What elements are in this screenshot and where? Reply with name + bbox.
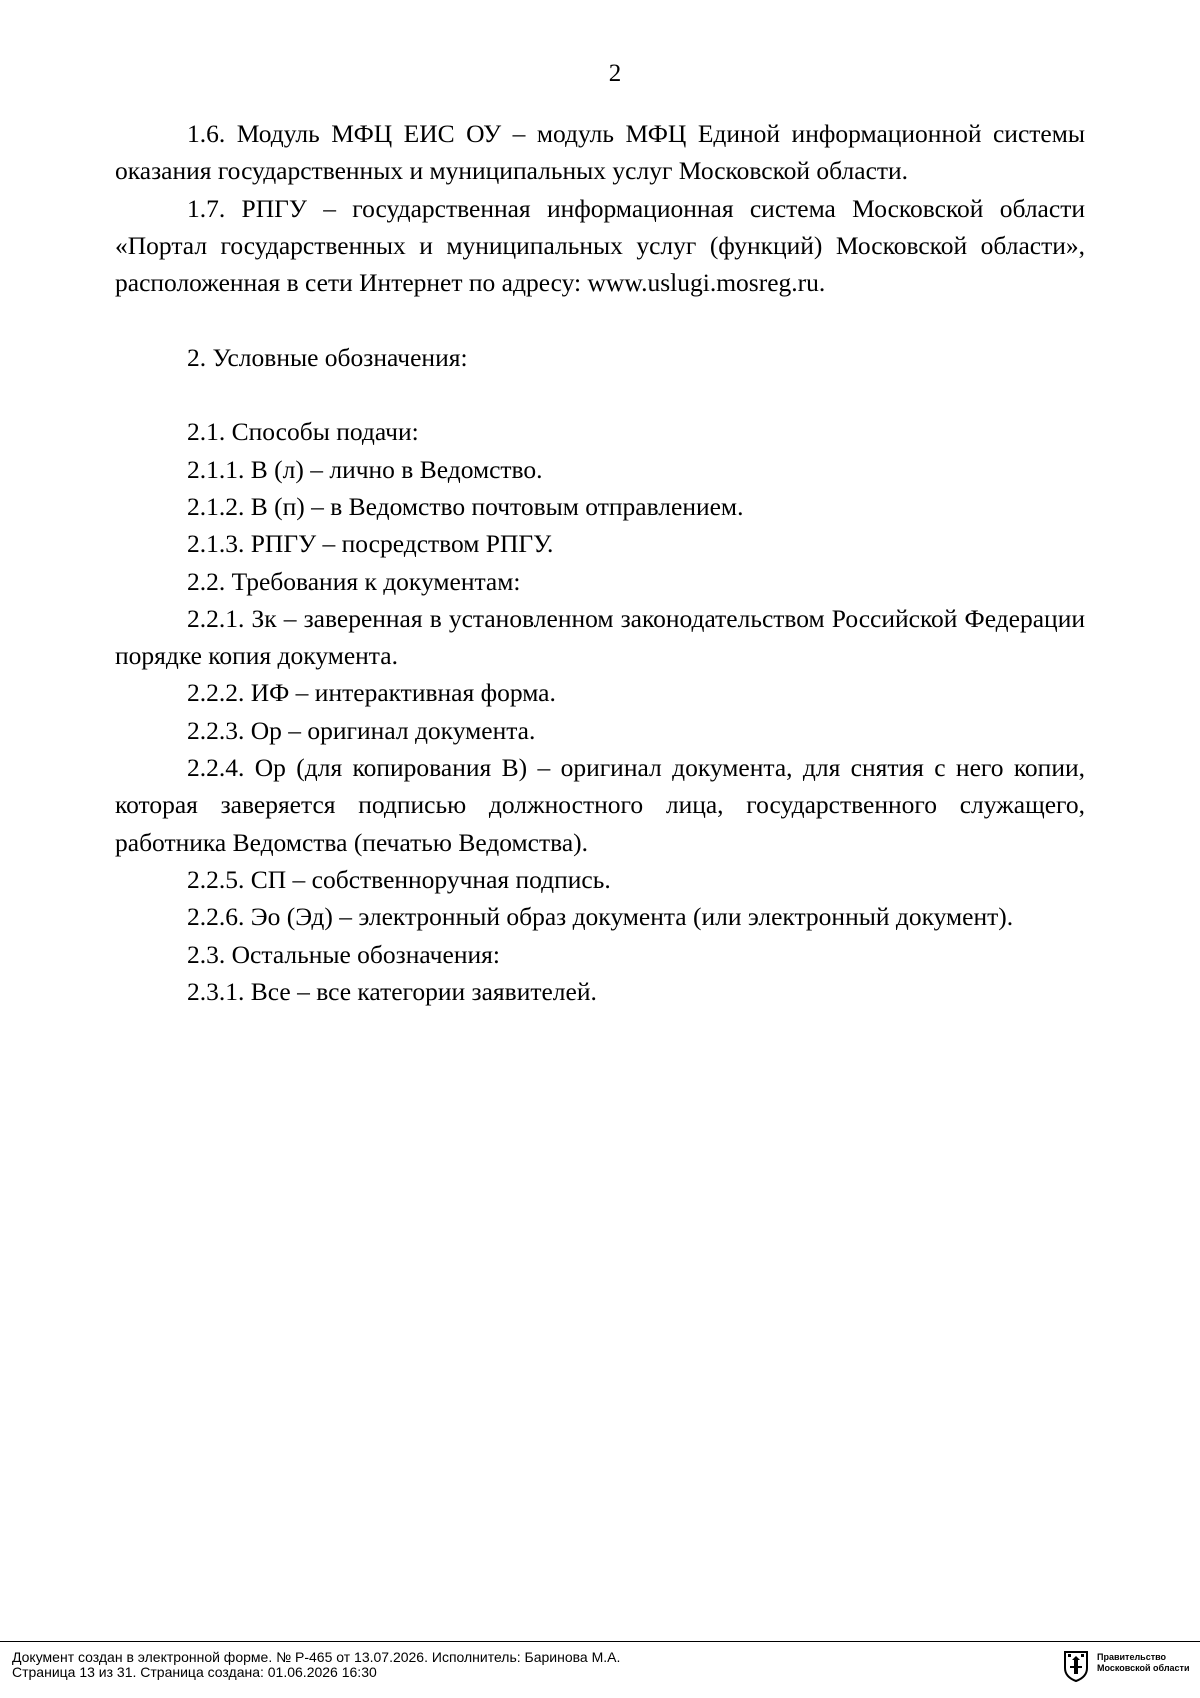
paragraph: 2.1.2. В (п) – в Ведомство почтовым отправлением. — [187, 491, 744, 521]
paragraph: 2.2.1. Зк – заверенная в установленном законодательством Российской Федерации порядке копия документа. — [115, 603, 1085, 671]
footer-page-info: Страница 13 из 31. Страница создана: 01.06.2026 16:30 — [12, 1664, 377, 1680]
paragraph: 2.2.4. Ор (для копирования В) – оригинал документа, для снятия с него копии, которая заверяется подписью должностного лица, государственного служащего, работника Ведомства (печатью Ведомства). — [115, 753, 1085, 857]
paragraph: 2. Условные обозначения: — [187, 342, 468, 372]
paragraph: 2.1. Способы подачи: — [187, 417, 419, 447]
paragraph: 2.2.6. Эо (Эд) – электронный образ документа (или электронный документ). — [187, 902, 1014, 932]
document-body — [115, 115, 1085, 1010]
coat-of-arms-icon — [1063, 1650, 1089, 1682]
paragraph: 2.3. Остальные обозначения: — [187, 939, 500, 969]
footer-org-line2: Московской области — [1097, 1663, 1190, 1673]
paragraph: 2.1.1. В (л) – лично в Ведомство. — [187, 454, 543, 484]
paragraph: 2.3.1. Все – все категории заявителей. — [187, 976, 597, 1006]
paragraph: 1.6. Модуль МФЦ ЕИС ОУ – модуль МФЦ Единой информационной системы оказания государственных и муниципальных услуг Московской области. — [115, 119, 1085, 186]
paragraph: 2.2.5. СП – собственноручная подпись. — [187, 864, 611, 894]
footer-document-info: Документ создан в электронной форме. № Р-465 от 13.07.2026. Исполнитель: Баринова М.А. — [12, 1649, 621, 1665]
page-number: 2 — [608, 60, 622, 87]
footer-organization — [1097, 1652, 1190, 1674]
footer-divider — [0, 1641, 1200, 1642]
paragraph: 2.2.3. Ор – оригинал документа. — [187, 715, 536, 745]
footer-info — [12, 1650, 620, 1680]
paragraph: 2.2.2. ИФ – интерактивная форма. — [187, 678, 556, 708]
paragraph: 2.1.3. РПГУ – посредством РПГУ. — [187, 529, 554, 559]
paragraph: 1.7. РПГУ – государственная информационная система Московской области «Портал государственных и муниципальных услуг (функций) Московской области», расположенная в сети Интернет по адресу: www.uslugi.mosreg.ru. — [115, 193, 1085, 298]
paragraph: 2.2. Требования к документам: — [187, 566, 521, 596]
footer-org-line1: Правительство — [1097, 1652, 1167, 1662]
